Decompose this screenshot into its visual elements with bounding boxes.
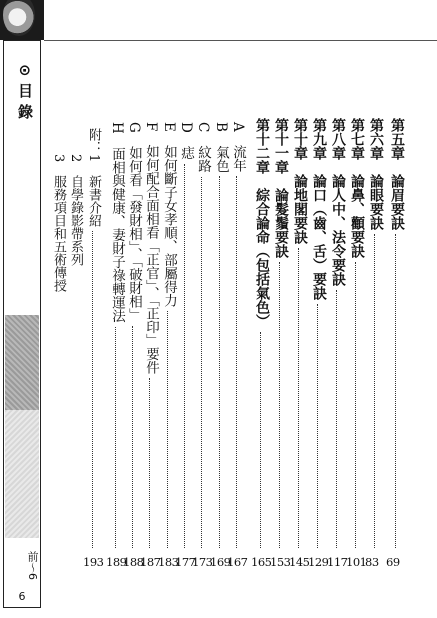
toc-page-number: 183: [158, 555, 179, 569]
toc-page-number: 173: [192, 555, 213, 569]
toc-page-number: 193: [83, 555, 104, 569]
leader-dots: [115, 327, 116, 548]
top-rule: [44, 40, 437, 41]
leader-dots: [395, 234, 396, 548]
toc-entry-title: 第七章 論鼻、顴要訣: [349, 118, 365, 258]
toc-page-number: 129: [308, 555, 329, 569]
toc-entry-title: B 氣色: [213, 122, 229, 173]
leader-dots: [184, 164, 185, 548]
leader-dots: [336, 290, 337, 548]
leader-dots: [219, 176, 220, 548]
leader-dots: [201, 177, 202, 548]
toc-page-number: 167: [227, 555, 248, 569]
leader-dots: [317, 304, 318, 548]
toc-entry-title: 第八章 論人中、法令要訣: [330, 118, 346, 286]
toc-entry-title: H 面相與健康、妻財子祿轉運法: [109, 122, 125, 323]
leader-dots: [374, 234, 375, 548]
toc-page-number: 187: [140, 555, 161, 569]
toc-entry-title: C 紋路: [195, 122, 211, 173]
toc-page-number: 153: [270, 555, 291, 569]
side-tab: [0, 0, 44, 618]
toc-entry-title: 3 服務項目和五術傳授: [51, 128, 66, 293]
page-number: 6: [18, 590, 26, 603]
toc-page-number: 145: [289, 555, 310, 569]
toc-page-number: 189: [106, 555, 127, 569]
toc-entry-title: F 如何配合面相看「正官」、「正印」要件: [143, 122, 159, 375]
toc-entry-title: G 如何看「發財相」、「破財相」: [126, 122, 142, 322]
leader-dots: [355, 262, 356, 548]
page-label: 前～6: [26, 550, 39, 580]
toc-page-number: 165: [251, 555, 272, 569]
toc-page-number: 177: [175, 555, 196, 569]
leader-dots: [149, 378, 150, 548]
leader-dots: [236, 176, 237, 548]
toc-entry-title: 附：1 新書介紹: [86, 128, 101, 228]
leader-dots: [132, 326, 133, 548]
corner-emblem-icon: [0, 0, 44, 40]
leader-dots: [279, 262, 280, 548]
toc-page-number: 117: [327, 555, 348, 569]
toc-page-number: 101: [346, 555, 367, 569]
toc-entry-title: 第五章 論眉要訣: [389, 118, 405, 230]
toc-entry-title: A 流年: [230, 122, 246, 173]
leader-dots: [167, 311, 168, 548]
leader-dots: [298, 248, 299, 548]
toc-entry-title: 第六章 論眼要訣: [368, 118, 384, 230]
leader-dots: [260, 332, 261, 548]
toc-page-number: 69: [386, 555, 400, 569]
toc-entry-title: D 痣: [178, 122, 194, 160]
toc-page-number: 188: [123, 555, 144, 569]
side-shading: [5, 315, 39, 410]
toc-entry-title: 第九章 論口（齒、舌）要訣: [311, 118, 327, 300]
toc-entry-title: 2 自學錄影帶系列: [68, 128, 83, 267]
toc-page-number: 169: [210, 555, 231, 569]
section-title: ⊙目錄: [16, 64, 34, 125]
toc-entry-title: 第十章 論地閣要訣: [292, 118, 308, 244]
toc-entry-title: E 如何斷子女孝順、部屬得力: [161, 122, 177, 308]
toc-entry-title: 第十二章 綜合論命（包括氣色）: [254, 118, 270, 328]
toc-entry-title: 第十一章 論髮鬚要訣: [273, 118, 289, 258]
side-shading-light: [5, 410, 39, 538]
leader-dots: [92, 231, 93, 548]
toc-page-number: 83: [365, 555, 379, 569]
